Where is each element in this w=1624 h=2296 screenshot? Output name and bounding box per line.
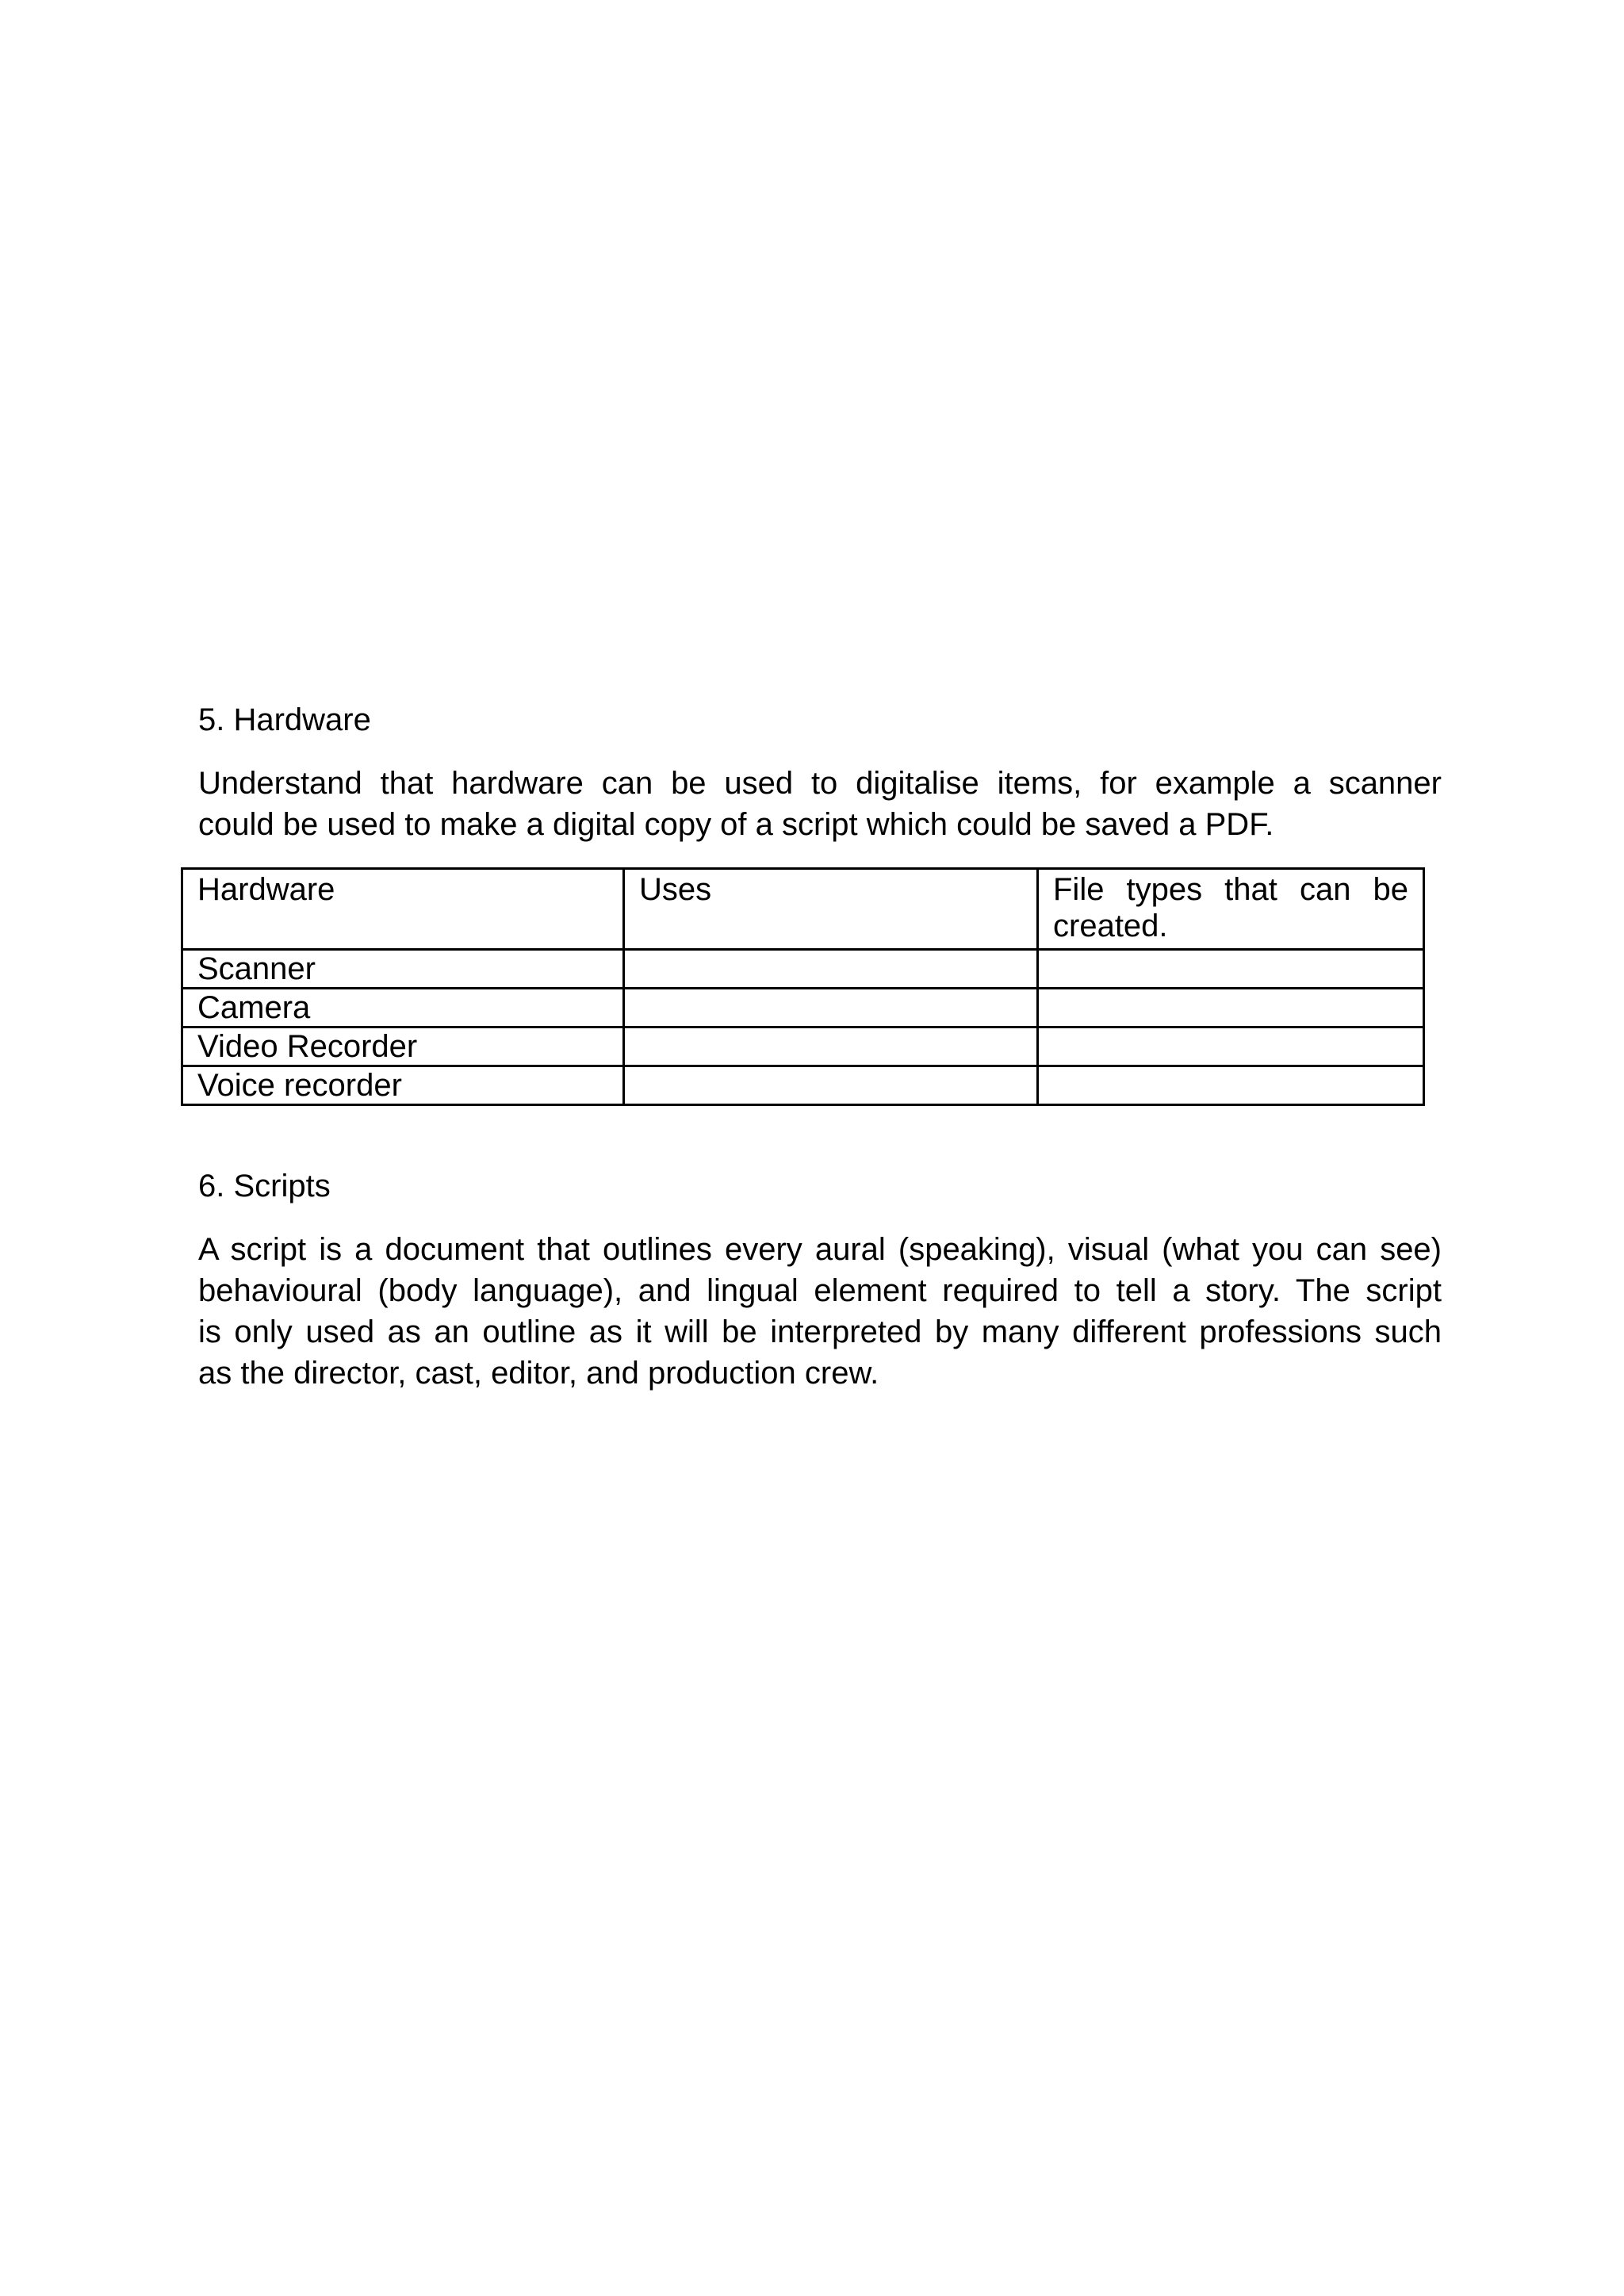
section-6-paragraph — [198, 1229, 1442, 1394]
cell-hardware-name: Scanner — [182, 950, 624, 989]
table-header-row — [182, 869, 1424, 950]
cell-uses — [624, 1066, 1038, 1105]
cell-file-types — [1038, 1027, 1424, 1066]
section-5-paragraph — [198, 763, 1442, 845]
section-6-paragraph-line: A script is a document that outlines every aural (speaking), visual (what you can see) — [198, 1232, 1442, 1267]
cell-uses — [624, 1027, 1038, 1066]
section-6-paragraph-line: is only used as an outline as it will be interpreted by many different professions such — [198, 1314, 1442, 1349]
header-file-types: File types that can be created. — [1038, 869, 1424, 950]
table-row — [182, 950, 1424, 989]
cell-hardware-name: Voice recorder — [182, 1066, 624, 1105]
section-5-paragraph-line: could be used to make a digital copy of a script which could be saved a PDF. — [198, 807, 1274, 842]
cell-hardware-name: Camera — [182, 989, 624, 1027]
hardware-table — [181, 867, 1425, 1106]
section-6-paragraph-line: behavioural (body language), and lingual element required to tell a story. The script — [198, 1273, 1442, 1308]
section-6-heading: 6. Scripts — [198, 1169, 331, 1203]
section-5-paragraph-line: Understand that hardware can be used to digitalise items, for example a scanner — [198, 766, 1442, 801]
table-row — [182, 989, 1424, 1027]
section-6-paragraph-line: as the director, cast, editor, and production crew. — [198, 1356, 879, 1391]
table-row — [182, 1027, 1424, 1066]
table-row — [182, 1066, 1424, 1105]
cell-hardware-name: Video Recorder — [182, 1027, 624, 1066]
section-5-heading: 5. Hardware — [198, 702, 371, 737]
header-hardware: Hardware — [182, 869, 624, 950]
cell-uses — [624, 950, 1038, 989]
cell-file-types — [1038, 950, 1424, 989]
cell-uses — [624, 989, 1038, 1027]
cell-file-types — [1038, 989, 1424, 1027]
header-uses: Uses — [624, 869, 1038, 950]
cell-file-types — [1038, 1066, 1424, 1105]
